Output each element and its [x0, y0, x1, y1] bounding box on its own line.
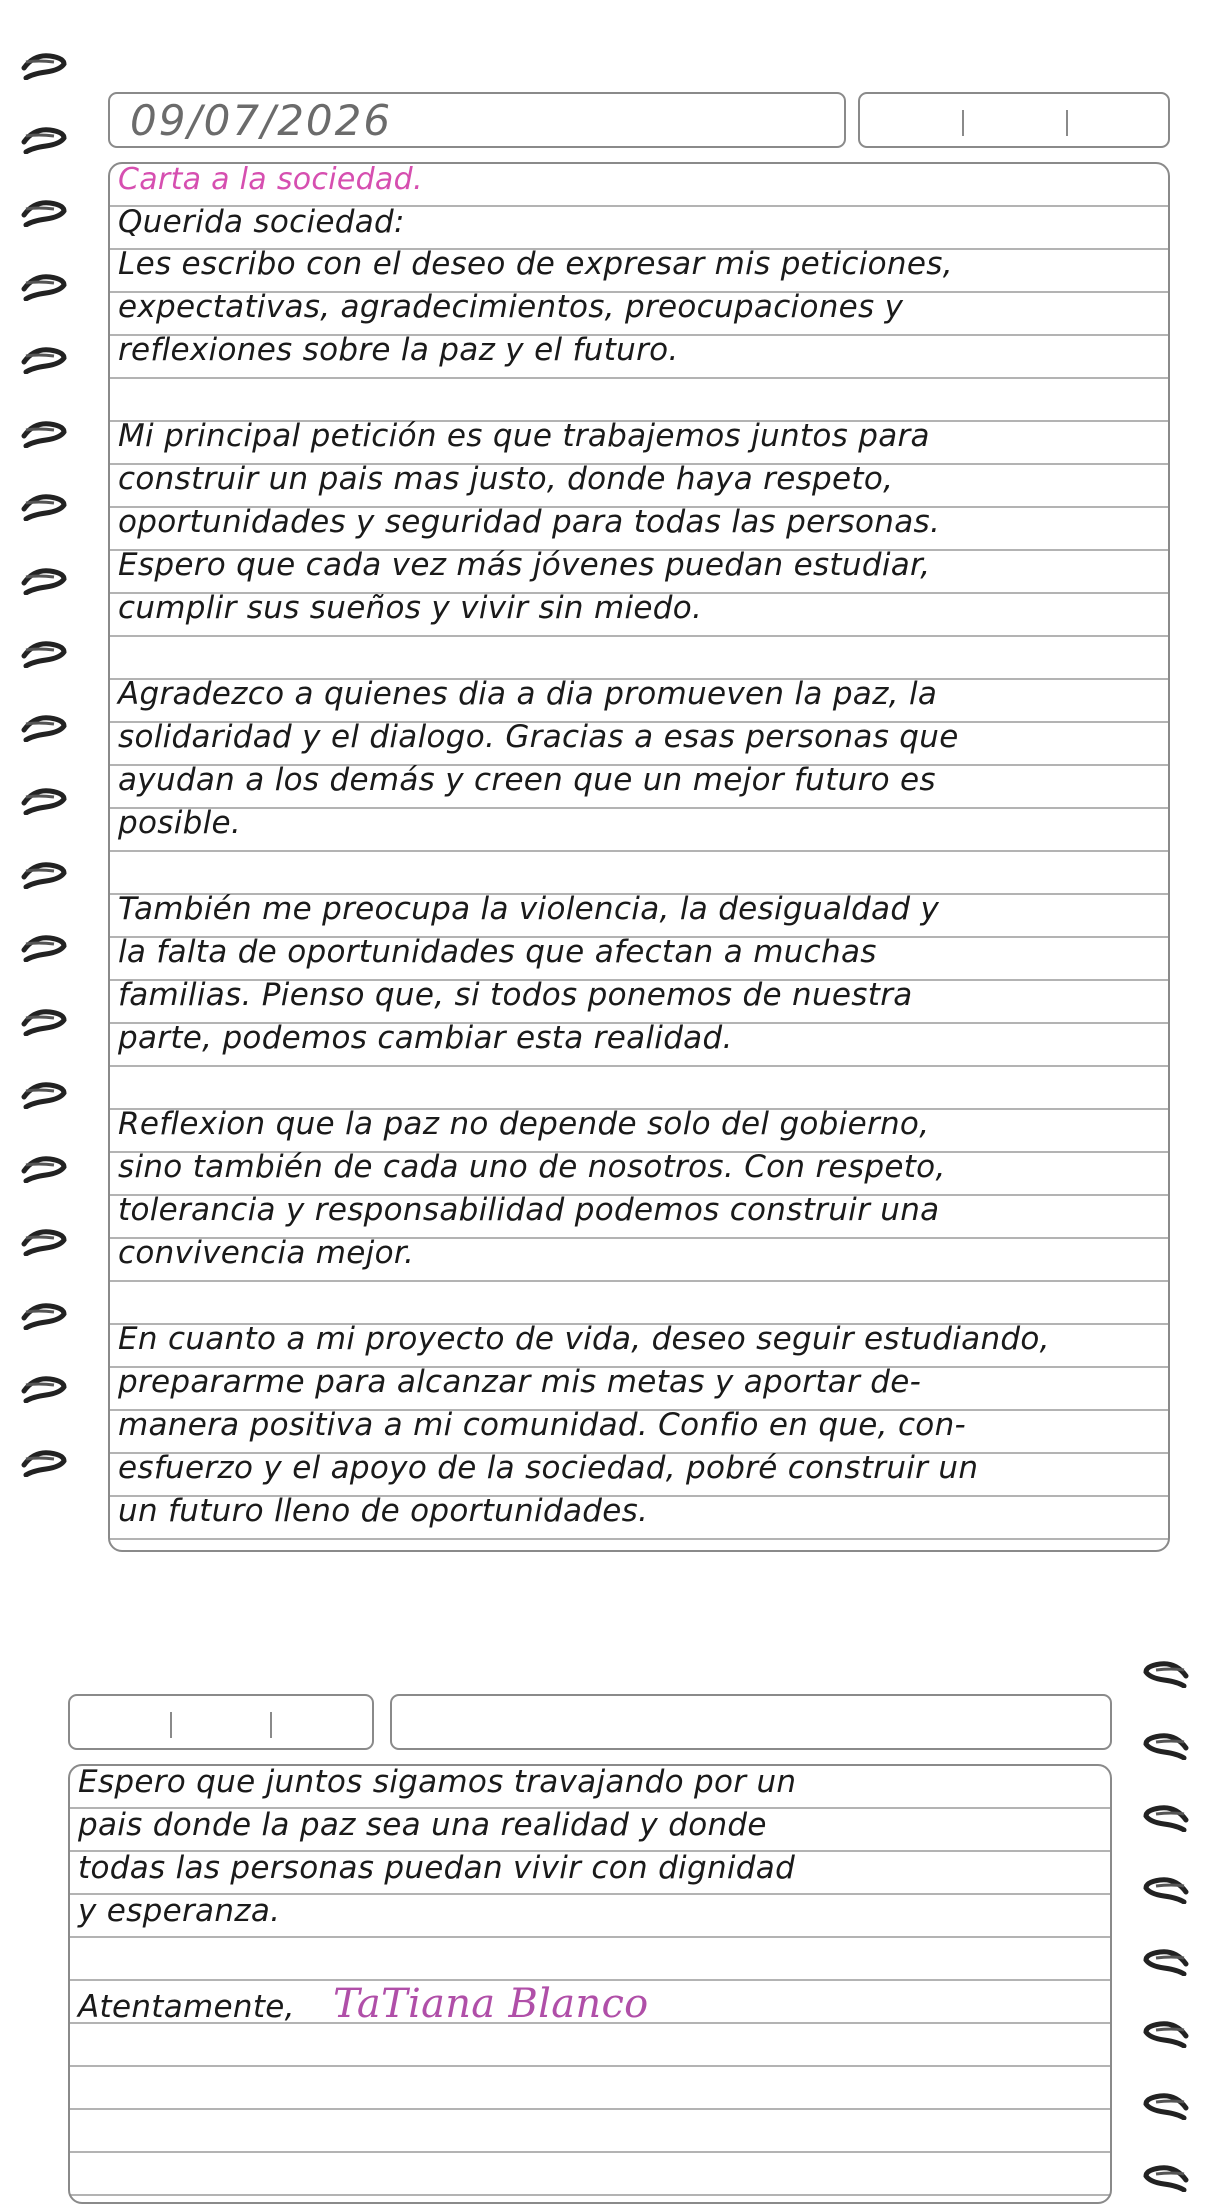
text-line: Les escribo con el deseo de expresar mis peticiones,: [118, 246, 953, 282]
spiral-ring-icon: [20, 418, 68, 448]
closing-line: [78, 1981, 649, 2027]
spiral-ring-icon: [20, 50, 68, 80]
text-line: También me preocupa la violencia, la desigualdad y: [118, 891, 940, 927]
spiral-ring-icon: [20, 712, 68, 742]
spiral-ring-icon: [20, 932, 68, 962]
closing-text: Atentamente,: [78, 1989, 295, 2025]
spiral-ring-icon: [1142, 1874, 1190, 1904]
spiral-ring-icon: [20, 1226, 68, 1256]
text-line: todas las personas puedan vivir con dignidad: [78, 1850, 796, 1886]
text-line: solidaridad y el dialogo. Gracias a esas personas que: [118, 719, 959, 755]
text-line: expectativas, agradecimientos, preocupaciones y: [118, 289, 904, 325]
spiral-ring-icon: [20, 1006, 68, 1036]
text-line: Espero que cada vez más jóvenes puedan estudiar,: [118, 547, 931, 583]
grid-divider: [270, 1712, 272, 1738]
spiral-ring-icon: [20, 785, 68, 815]
text-line: cumplir sus sueños y vivir sin miedo.: [118, 590, 703, 626]
spiral-ring-icon: [1142, 1730, 1190, 1760]
spiral-ring-icon: [20, 1447, 68, 1477]
text-line: familias. Pienso que, si todos ponemos de nuestra: [118, 977, 913, 1013]
spiral-ring-icon: [20, 491, 68, 521]
text-line: manera positiva a mi comunidad. Confio en que, con-: [118, 1407, 967, 1443]
grid-divider: [1066, 110, 1068, 136]
text-line: pais donde la paz sea una realidad y donde: [78, 1807, 767, 1843]
text-line: Mi principal petición es que trabajemos juntos para: [118, 418, 930, 454]
letter-greeting: Querida sociedad:: [118, 204, 405, 240]
spiral-ring-icon: [20, 197, 68, 227]
spiral-ring-icon: [20, 344, 68, 374]
text-line: parte, podemos cambiar esta realidad.: [118, 1020, 733, 1056]
text-line: esfuerzo y el apoyo de la sociedad, pobré construir un: [118, 1450, 979, 1486]
date-field: [390, 1694, 1112, 1750]
date-field: [108, 92, 846, 148]
letter-title: Carta a la sociedad.: [118, 162, 423, 197]
signature: TaTiana Blanco: [333, 1981, 649, 2027]
spiral-ring-icon: [1142, 1946, 1190, 1976]
ruled-writing-area: [68, 1764, 1112, 2204]
text-line: la falta de oportunidades que afectan a muchas: [118, 934, 877, 970]
text-line: construir un pais mas justo, donde haya respeto,: [118, 461, 894, 497]
text-line: prepararme para alcanzar mis metas y aportar de-: [118, 1364, 922, 1400]
spiral-ring-icon: [1142, 2018, 1190, 2048]
text-line: Reflexion que la paz no depende solo del gobierno,: [118, 1106, 930, 1142]
spiral-ring-icon: [20, 859, 68, 889]
small-date-grid: [68, 1694, 374, 1750]
spiral-ring-icon: [20, 1079, 68, 1109]
text-line: ayudan a los demás y creen que un mejor futuro es: [118, 762, 936, 798]
text-line: un futuro lleno de oportunidades.: [118, 1493, 649, 1529]
text-line: En cuanto a mi proyecto de vida, deseo seguir estudiando,: [118, 1321, 1050, 1357]
date-text: 09/07/2026: [130, 96, 393, 145]
text-line: sino también de cada uno de nosotros. Con respeto,: [118, 1149, 946, 1185]
small-date-grid: [858, 92, 1170, 148]
spiral-ring-icon: [1142, 1658, 1190, 1688]
text-line: posible.: [118, 805, 242, 841]
text-line: Espero que juntos sigamos travajando por un: [78, 1764, 797, 1800]
spiral-ring-icon: [20, 1153, 68, 1183]
spiral-ring-icon: [20, 271, 68, 301]
spiral-ring-icon: [20, 124, 68, 154]
spiral-ring-icon: [20, 638, 68, 668]
text-line: reflexiones sobre la paz y el futuro.: [118, 332, 679, 368]
notebook-page-1: [20, 30, 1185, 1550]
text-line: convivencia mejor.: [118, 1235, 415, 1271]
spiral-ring-icon: [1142, 2090, 1190, 2120]
spiral-ring-icon: [20, 1300, 68, 1330]
text-line: tolerancia y responsabilidad podemos construir una: [118, 1192, 940, 1228]
grid-divider: [170, 1712, 172, 1738]
notebook-page-2: [20, 1640, 1185, 2188]
spiral-ring-icon: [20, 565, 68, 595]
text-line: oportunidades y seguridad para todas las personas.: [118, 504, 941, 540]
ruled-writing-area: [108, 162, 1170, 1552]
spiral-ring-icon: [20, 1373, 68, 1403]
text-line: Agradezco a quienes dia a dia promueven la paz, la: [118, 676, 938, 712]
text-line: y esperanza.: [78, 1893, 281, 1929]
spiral-ring-icon: [1142, 1802, 1190, 1832]
grid-divider: [962, 110, 964, 136]
